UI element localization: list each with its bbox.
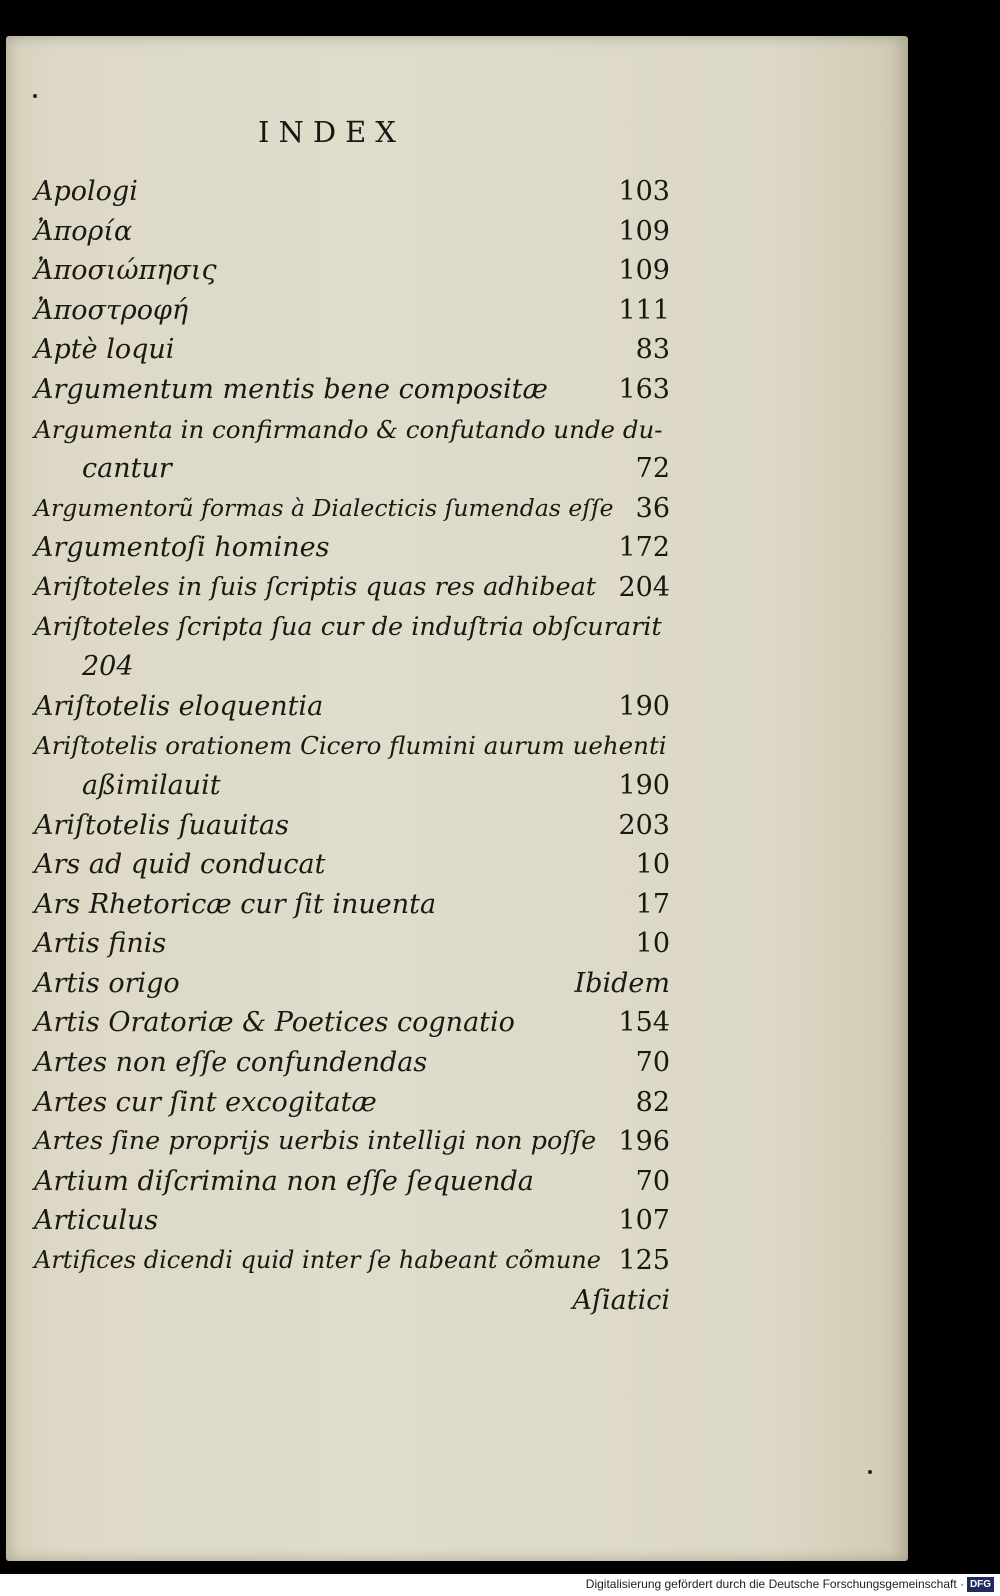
entry-page-number: 196 xyxy=(618,1126,670,1158)
entry-page-number: 103 xyxy=(618,176,670,207)
entry-label: Argumentorũ formas à Dialecticis ſumendas eſſe xyxy=(34,493,614,522)
index-entry xyxy=(34,212,670,252)
entry-page-number: 70 xyxy=(635,1047,670,1079)
entry-page-number: 70 xyxy=(635,1165,670,1197)
entry-page-number: 109 xyxy=(618,255,670,287)
index-entry xyxy=(34,964,670,1004)
entry-label: Artium diſcrimina non eſſe ſequenda xyxy=(34,1165,534,1197)
entry-label: Artis origo xyxy=(34,967,180,999)
entry-label: Ariſtotelis ſuauitas xyxy=(34,809,289,841)
index-entry xyxy=(34,1201,670,1241)
index-entry xyxy=(34,1162,670,1202)
entry-label: Apologi xyxy=(34,176,138,207)
index-entry xyxy=(34,251,670,291)
entry-label: Ariſtoteles ſcripta ſua cur de induſtria obſcurarit xyxy=(34,611,662,642)
entry-page-number: 72 xyxy=(635,453,670,485)
entry-page-number: 172 xyxy=(618,532,670,564)
index-entry xyxy=(34,726,670,766)
entry-label: Artes cur ſint excogitatæ xyxy=(34,1086,377,1118)
index-entry xyxy=(34,766,670,806)
index-entry xyxy=(34,608,670,648)
entry-label: Ars ad quid conducat xyxy=(34,849,326,881)
index-entry xyxy=(34,845,670,885)
index-entry-list xyxy=(34,172,670,1320)
entry-label: Artis finis xyxy=(34,928,167,960)
entry-label: Ἀποσιώπησις xyxy=(34,255,217,287)
entry-page-number: 17 xyxy=(635,888,670,920)
entry-label: cantur xyxy=(82,453,172,485)
entry-page-number: 111 xyxy=(618,294,670,326)
catchword-row xyxy=(34,1281,670,1321)
entry-page-number: 36 xyxy=(635,492,670,524)
entry-label: Artes ſine proprijs uerbis intelligi non poſſe xyxy=(34,1126,597,1157)
entry-page-number: 83 xyxy=(635,334,670,366)
entry-label: Ariſtotelis orationem Cicero flumini aurum uehenti xyxy=(34,731,667,761)
index-entry xyxy=(34,885,670,925)
entry-page-number: 10 xyxy=(635,849,670,881)
index-entry xyxy=(34,687,670,727)
index-entry xyxy=(34,1003,670,1043)
index-entry xyxy=(34,330,670,370)
entry-label: Ars Rhetoricæ cur ſit inuenta xyxy=(34,888,437,920)
ink-speck xyxy=(868,1470,872,1474)
entry-label: Argumentoſi homines xyxy=(34,532,330,564)
entry-label: Aptè loqui xyxy=(34,334,175,366)
entry-page-number: Ibidem xyxy=(574,967,670,999)
entry-page-number: 10 xyxy=(635,928,670,960)
index-entry xyxy=(34,1083,670,1123)
dfg-logo: DFG xyxy=(967,1577,994,1592)
index-entry xyxy=(34,568,670,608)
footer-bar xyxy=(0,1574,1000,1596)
entry-label: Articulus xyxy=(34,1205,159,1237)
entry-label: 204 xyxy=(82,651,134,683)
entry-label: Ἀπορία xyxy=(34,215,133,247)
entry-page-number: 154 xyxy=(618,1007,670,1039)
index-entry xyxy=(34,806,670,846)
entry-page-number: 163 xyxy=(618,373,670,405)
entry-label: Ἀποστροφή xyxy=(34,294,189,326)
index-entry xyxy=(34,1043,670,1083)
entry-label: Argumenta in confirmando & confutando unde du- xyxy=(34,414,663,444)
funding-credit: Digitalisierung gefördert durch die Deutsche Forschungsgemeinschaft · xyxy=(585,1577,964,1591)
entry-label: Artis Oratoriæ & Poetices cognatio xyxy=(34,1007,515,1039)
index-entry xyxy=(34,528,670,568)
index-entry xyxy=(34,647,670,687)
entry-label: Ariſtoteles in ſuis ſcriptis quas res adhibeat xyxy=(34,571,597,602)
index-entry xyxy=(34,924,670,964)
entry-page-number: 82 xyxy=(635,1086,670,1118)
index-entry xyxy=(34,410,670,450)
entry-page-number: 109 xyxy=(618,215,670,247)
index-entry xyxy=(34,172,670,212)
entry-page-number: 204 xyxy=(618,571,670,603)
entry-label: Argumentum mentis bene compositæ xyxy=(34,373,548,405)
index-entry xyxy=(34,1122,670,1162)
ink-speck xyxy=(33,94,37,98)
entry-page-number: 203 xyxy=(618,809,670,841)
entry-label: Ariſtotelis eloquentia xyxy=(34,690,324,722)
index-entry xyxy=(34,489,670,529)
page-title: INDEX xyxy=(258,115,405,149)
entry-label: Artes non eſſe confundendas xyxy=(34,1047,428,1079)
catchword: Aſiatici xyxy=(572,1284,670,1316)
index-entry xyxy=(34,449,670,489)
entry-page-number: 125 xyxy=(618,1245,670,1277)
entry-page-number: 107 xyxy=(618,1205,670,1237)
index-entry xyxy=(34,1241,670,1281)
entry-page-number: 190 xyxy=(618,769,670,801)
entry-label: aßimilauit xyxy=(82,769,221,801)
entry-page-number: 190 xyxy=(618,690,670,722)
index-entry xyxy=(34,291,670,331)
index-entry xyxy=(34,370,670,410)
entry-label: Artifices dicendi quid inter ſe habeant cõmune xyxy=(34,1246,601,1275)
